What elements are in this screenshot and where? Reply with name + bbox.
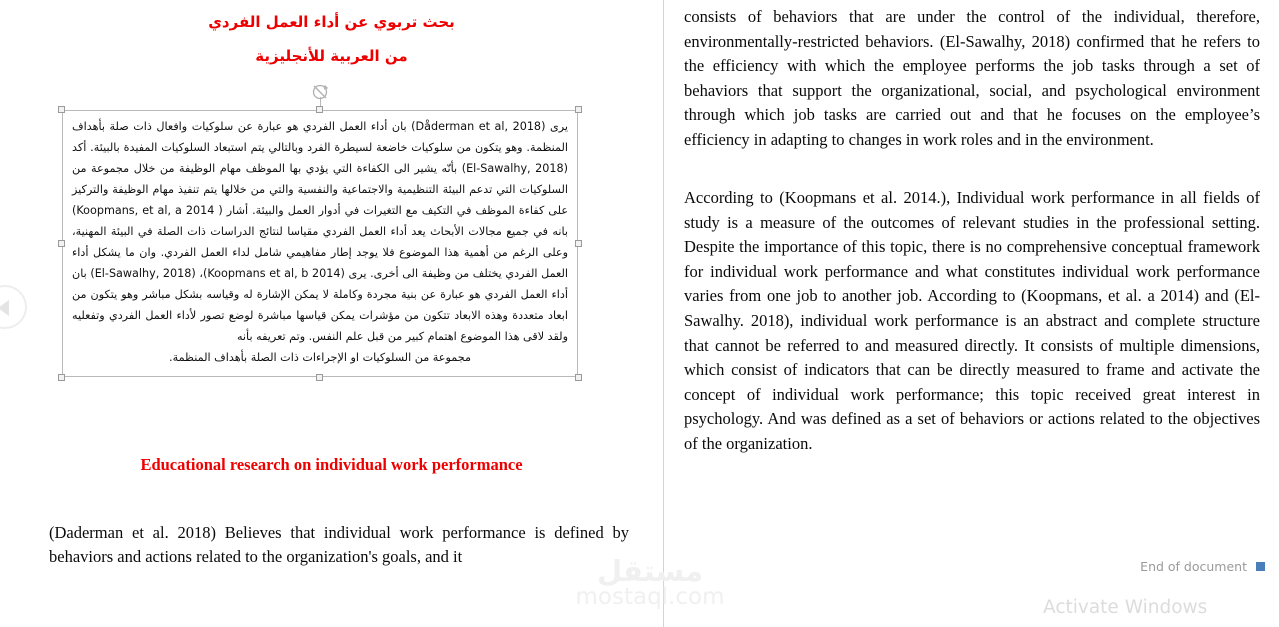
rotate-handle[interactable]: [311, 83, 329, 101]
activate-windows-watermark: Activate Windows: [1043, 597, 1208, 618]
resize-handle-bottom-left[interactable]: [58, 374, 65, 381]
right-page: [664, 0, 1279, 627]
end-of-document-label: End of document: [1140, 559, 1247, 574]
resize-handle-bottom-right[interactable]: [575, 374, 582, 381]
arabic-body-paragraph: يرى (Dåderman et al, 2018) بان أداء العمل الفردي هو عبارة عن سلوكيات وافعال ذات صلة بأهداف المنظمة. وهو يتكون من سلوكيات خاضعة لسيطرة الفرد وبالتالي يتم استبعاد السلوكيات المفيدة بالبيئة. أكد (El-Sawalhy, 2018) بأنّه يشير الى الكفاءة التي يؤدي بها الموظف مهام الوظيفة من خلال مجموعة من السلوكيات التي تدعم البيئة التنظيمية والاجتماعية والنفسية والتي من خلالها يتم تنفيذ مهام الوظيفة والتركيز على كفاءة الموظف في التكيف مع التغيرات في أدوار العمل والبيئة. أشار ( Koopmans, et al, a 2014) بانه في جميع مجالات الأبحاث يعد أداء العمل الفردي مقياسا لنتائج الدراسات ذات الصلة في البيئة المهنية، وعلى الرغم من أهمية هذا الموضوع فلا يوجد إطار مفاهيمي شامل لداء العمل الفردي. وان ما يشكل أداء العمل الفردي يختلف من وظيفة الى أخرى. يرى (Koopmans et al, b 2014)، (El-Sawalhy, 2018) بان أداء العمل الفردي هو عبارة عن بنية مجردة وكاملة لا يمكن الإشارة له وقياسه بشكل مباشر وهو يتكون من ابعاد متعددة وهذه الابعاد تتكون من مؤشرات يمكن قياسها مباشرة لوضع تصور لأداء العمل الفردي وتفعليه ولقد لاقى هذا الموضوع اهتمام كبير من قبل علم النفس. وتم تعريفه بأنه: [72, 120, 569, 343]
arabic-body-paragraph-last: مجموعة من السلوكيات او الإجراءات ذات الصلة بأهداف المنظمة.: [169, 351, 471, 364]
resize-handle-middle-left[interactable]: [58, 240, 65, 247]
arabic-body-text: [72, 116, 568, 368]
right-column-paragraph-2: [684, 186, 1260, 457]
mostaql-watermark-arabic: مستقل: [596, 554, 704, 588]
resize-handle-bottom-middle[interactable]: [316, 374, 323, 381]
mostaql-watermark: [540, 556, 760, 610]
right-column-paragraph-2-text: According to (Koopmans et al. 2014.), Individual work performance in all fields of study is a measure of the outcomes of relevant studies in the professional setting. Despite the importance of this topic, there is no comprehensive conceptual framework for individual work performance and what constitutes individual work performance varies from one job to another job. According to (Koopmans, et al. a 2014) and (El-Sawalhy. 2018), individual work performance is an abstract and complete structure that cannot be referred to and measured directly. It consists of multiple dimensions, which consist of indicators that can be directly measured to frame and activate the concept of individual work performance; this topic received great interest in psychology. And was defined as a set of behaviors or actions related to the objectives of the organization.: [684, 188, 1260, 453]
end-of-document-marker-icon: [1256, 562, 1265, 571]
resize-handle-top-middle[interactable]: [316, 106, 323, 113]
section-heading-red: Educational research on individual work performance: [140, 455, 523, 474]
rotate-icon: [311, 83, 329, 101]
resize-handle-middle-right[interactable]: [575, 240, 582, 247]
arabic-document-title-line2: من العربية للأنجليزية: [255, 47, 408, 65]
mostaql-watermark-domain: mostaql.com: [575, 584, 725, 610]
right-column-paragraph-1-text: consists of behaviors that are under the control of the individual, therefore, environmentally-restricted behaviors. (El-Sawalhy, 2018) confirmed that he refers to the efficiency with which the employee performs the job tasks through a set of behaviors that support the organizational, social, and psychological environment through which job tasks are carried out and that he focuses on the employee’s efficiency in adapting to changes in work roles and in the environment.: [684, 7, 1260, 149]
chevron-left-icon: [0, 300, 9, 316]
resize-handle-top-left[interactable]: [58, 106, 65, 113]
right-column-paragraph-1: [684, 5, 1260, 153]
end-of-document-status: [1140, 559, 1265, 574]
selected-image-object[interactable]: [62, 110, 578, 377]
left-column-paragraph-text: (Daderman et al. 2018) Believes that individual work performance is defined by behaviors and actions related to the organization's goals, and it: [49, 523, 629, 566]
arabic-document-title-line1: بحث تربوي عن أداء العمل الفردي: [208, 13, 455, 31]
resize-handle-top-right[interactable]: [575, 106, 582, 113]
